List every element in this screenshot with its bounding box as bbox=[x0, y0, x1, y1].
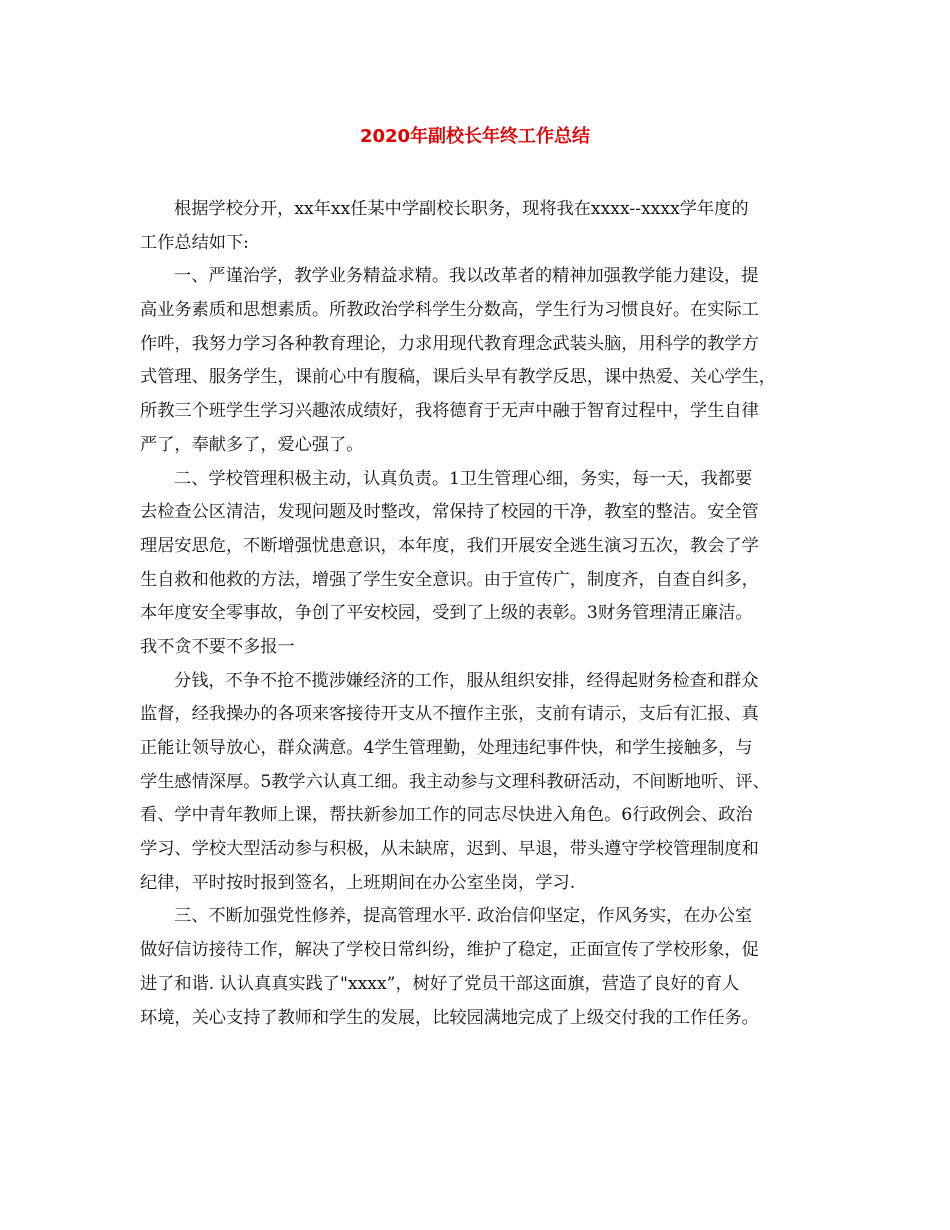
text-line: 学生感情深厚。5教学六认真工细。我主动参与文理科教研活动，不间断地听、评、 bbox=[140, 771, 770, 792]
text-line: 作吽，我努力学习各种教育理论，力求用现代教育理念武装头脑，用科学的教学方 bbox=[140, 333, 759, 354]
text-line: 正能让领导放心，群众满意。4学生管理勤，处理违纪事件快，和学生接触多，与 bbox=[140, 738, 753, 758]
text-line: 严了，奉献多了，爱心强了。 bbox=[140, 434, 364, 455]
text-line: 所教三个班学生学习兴趣浓成绩好，我将德育于无声中融于智育过程中，学生自律 bbox=[140, 401, 759, 422]
text-line: 监督，经我操办的各项来客接待开支从不擅作主张，支前有请示，支后有汇报、真 bbox=[140, 704, 759, 725]
text-line: 理居安思危，不断增强忧患意识，本年度，我们开展安全逃生演习五次，教会了学 bbox=[140, 535, 759, 556]
text-line: 本年度安全零事故，争创了平安校园，受到了上级的表彰。3财务管理清正廉洁。 bbox=[140, 603, 753, 624]
text-line: 看、学中青年教师上课，帮扶新参加工作的同志尽快进入角色。6行政例会、政治 bbox=[140, 805, 753, 826]
text-line: 环境，关心支持了教师和学生的发展，比较园满地完成了上级交付我的工作任务。 bbox=[140, 1007, 759, 1028]
text-line: 分钱，不争不抢不揽涉嫌经济的工作，服从组织安排，经得起财务检查和群众 bbox=[174, 670, 759, 691]
text-line: 去检查公区清洁，发现问题及时整改，常保持了校园的干净，教室的整洁。安全管 bbox=[140, 502, 759, 523]
text-line: 式管理、服务学生，课前心中有腹稿，课后头早有教学反思，课中热爱、关心学生， bbox=[140, 367, 776, 388]
text-line: 我不贪不要不多报一 bbox=[140, 636, 295, 657]
text-line: 根据学校分开，xx年xx任某中学副校长职务，现将我在xxxx--xxxx学年度的 bbox=[174, 199, 749, 219]
text-line: 生自救和他救的方法，增强了学生安全意识。由于宣传广，制度齐，自查自纠多， bbox=[140, 569, 759, 590]
text-line: 进了和谐. 认认真真实践了"xxxx”，树好了党员干部这面旗，营造了良好的育人 bbox=[140, 973, 740, 994]
document-title: 2020年副校长年终工作总结 bbox=[359, 126, 591, 147]
text-line: 做好信访接待工作，解决了学校日常纠纷，维护了稳定，正面宣传了学校形象，促 bbox=[140, 940, 759, 961]
text-line: 高业务素质和思想素质。所教政治学科学生分数高，学生行为习惯良好。在实际工 bbox=[140, 300, 759, 321]
text-line: 学习、学校大型活动参与积极，从未缺席，迟到、早退，带头遵守学校管理制度和 bbox=[140, 839, 759, 860]
text-line: 三、不断加强党性修养，提高管理水平. 政治信仰坚定，作风务实，在办公室 bbox=[174, 906, 753, 927]
text-line: 二、学校管理积极主动，认真负责。1卫生管理心细，务实，每一天，我都要 bbox=[174, 468, 753, 489]
text-line: 纪律，平时按时报到签名，上班期间在办公室坐岗，学习. bbox=[140, 872, 576, 893]
text-line: 一、严谨治学，教学业务精益求精。我以改革者的精神加强教学能力建设，提 bbox=[174, 266, 759, 287]
document-body bbox=[140, 193, 830, 1035]
text-line: 工作总结如下: bbox=[140, 232, 249, 253]
